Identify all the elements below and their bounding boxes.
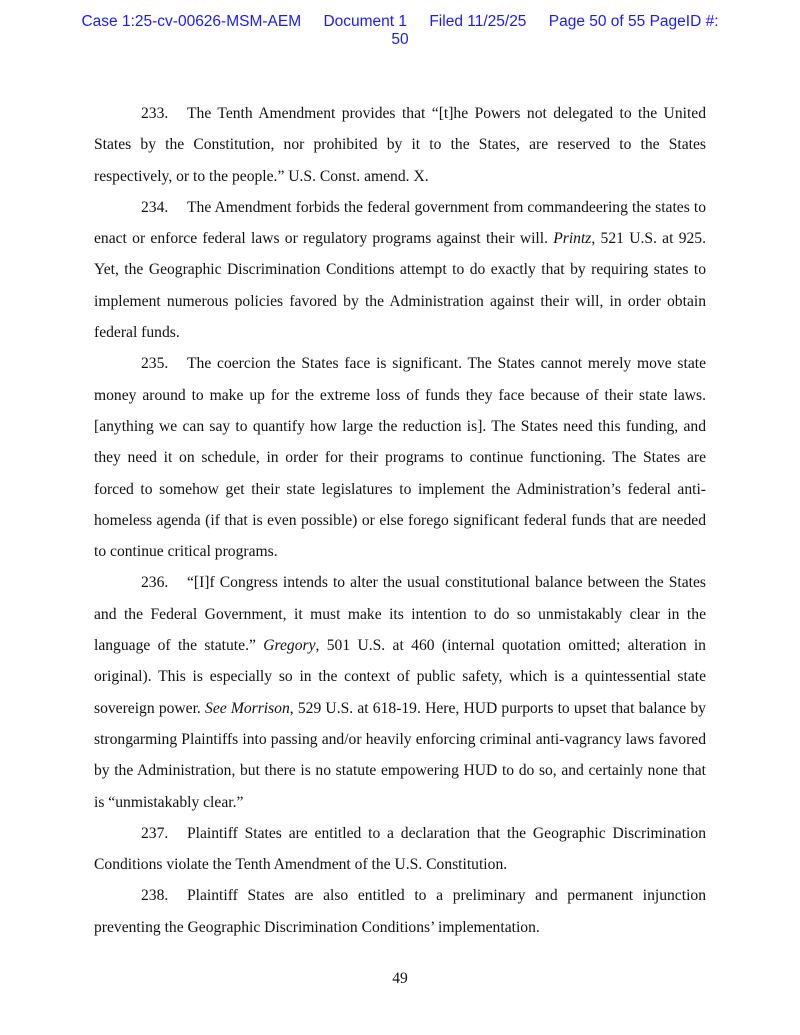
paragraph-text: , 501 U.S. at 460 (internal quotation omitted; alteration in original). This is especially so in the context of public safety, which is a quintessential state sovereign power. — [94, 637, 706, 717]
paragraph-234 — [94, 192, 706, 348]
filed-date: Filed 11/25/25 — [429, 13, 527, 30]
page-number: 49 — [392, 970, 408, 987]
paragraph-number: 234. — [141, 198, 169, 216]
paragraph-number: 233. — [141, 105, 169, 122]
paragraph-235 — [94, 348, 706, 567]
paragraph-number: 237. — [141, 824, 169, 842]
paragraph-number: 236. — [141, 574, 169, 592]
document-number: Document 1 — [323, 13, 408, 30]
page-info: Page 50 of 55 PageID #: — [548, 13, 719, 30]
paragraph-text: “[I]f Congress intends to alter the usual constitutional balance between the States and the Federal Government, it must make its intention to do so unmistakably clear in the language of the statute.” — [94, 574, 706, 655]
paragraph-number: 238. — [141, 887, 169, 905]
citation-text: See Morrison — [205, 699, 290, 717]
paragraph-236 — [94, 567, 706, 817]
paragraph-number: 235. — [141, 355, 169, 373]
paragraph-237 — [94, 818, 706, 881]
paragraph-233 — [94, 98, 706, 192]
paragraph-238 — [94, 880, 706, 943]
paragraph-text: The coercion the States face is significant. The States cannot merely move state money around to make up for the extreme loss of funds they face because of their state laws. [anything we can say to quantify how large the reduction is]. The States need this funding, and they need it on schedule, in order for their programs to continue functioning. The States are forced to somehow get their state legislatures to implement the Administration’s federal anti-homeless agenda (if that is even possible) or else forego significant federal funds that are needed to continue critical programs. — [94, 355, 706, 561]
page-id: 50 — [391, 31, 409, 48]
paragraph-text: , 529 U.S. at 618-19. Here, HUD purports to upset that balance by strongarming Plaintiffs into passing and/or heavily enforcing criminal anti-vagrancy laws favored by the Administration, but there is no statute empowering HUD to do so, and certainly none that is “unmistakably clear.” — [94, 699, 706, 811]
paragraph-text: Plaintiff States are also entitled to a preliminary and permanent injunction preventing the Geographic Discrimination Conditions’ implementation. — [94, 887, 706, 936]
paragraph-text: The Amendment forbids the federal government from commandeering the states to enact or enforce federal laws or regulatory programs against their will. — [94, 198, 706, 248]
paragraph-text: Plaintiff States are entitled to a declaration that the Geographic Discrimination Conditions violate the Tenth Amendment of the U.S. Constitution. — [94, 824, 706, 874]
paragraph-text: The Tenth Amendment provides that “[t]he Powers not delegated to the United States by the Constitution, nor prohibited by it to the States, are reserved to the States respectively, or to the people.” U.S. Const. amend. X. — [94, 105, 706, 185]
paragraph-text: , 521 U.S. at 925. Yet, the Geographic Discrimination Conditions attempt to do exactly that by requiring states to implement numerous policies favored by the Administration against their will, in order obtain federal funds. — [94, 230, 706, 342]
document-body — [94, 98, 706, 943]
citation-text: Gregory — [263, 637, 316, 655]
citation-text: Printz — [553, 230, 592, 248]
filing-header — [0, 13, 800, 49]
case-number: Case 1:25-cv-00626-MSM-AEM — [81, 13, 302, 30]
